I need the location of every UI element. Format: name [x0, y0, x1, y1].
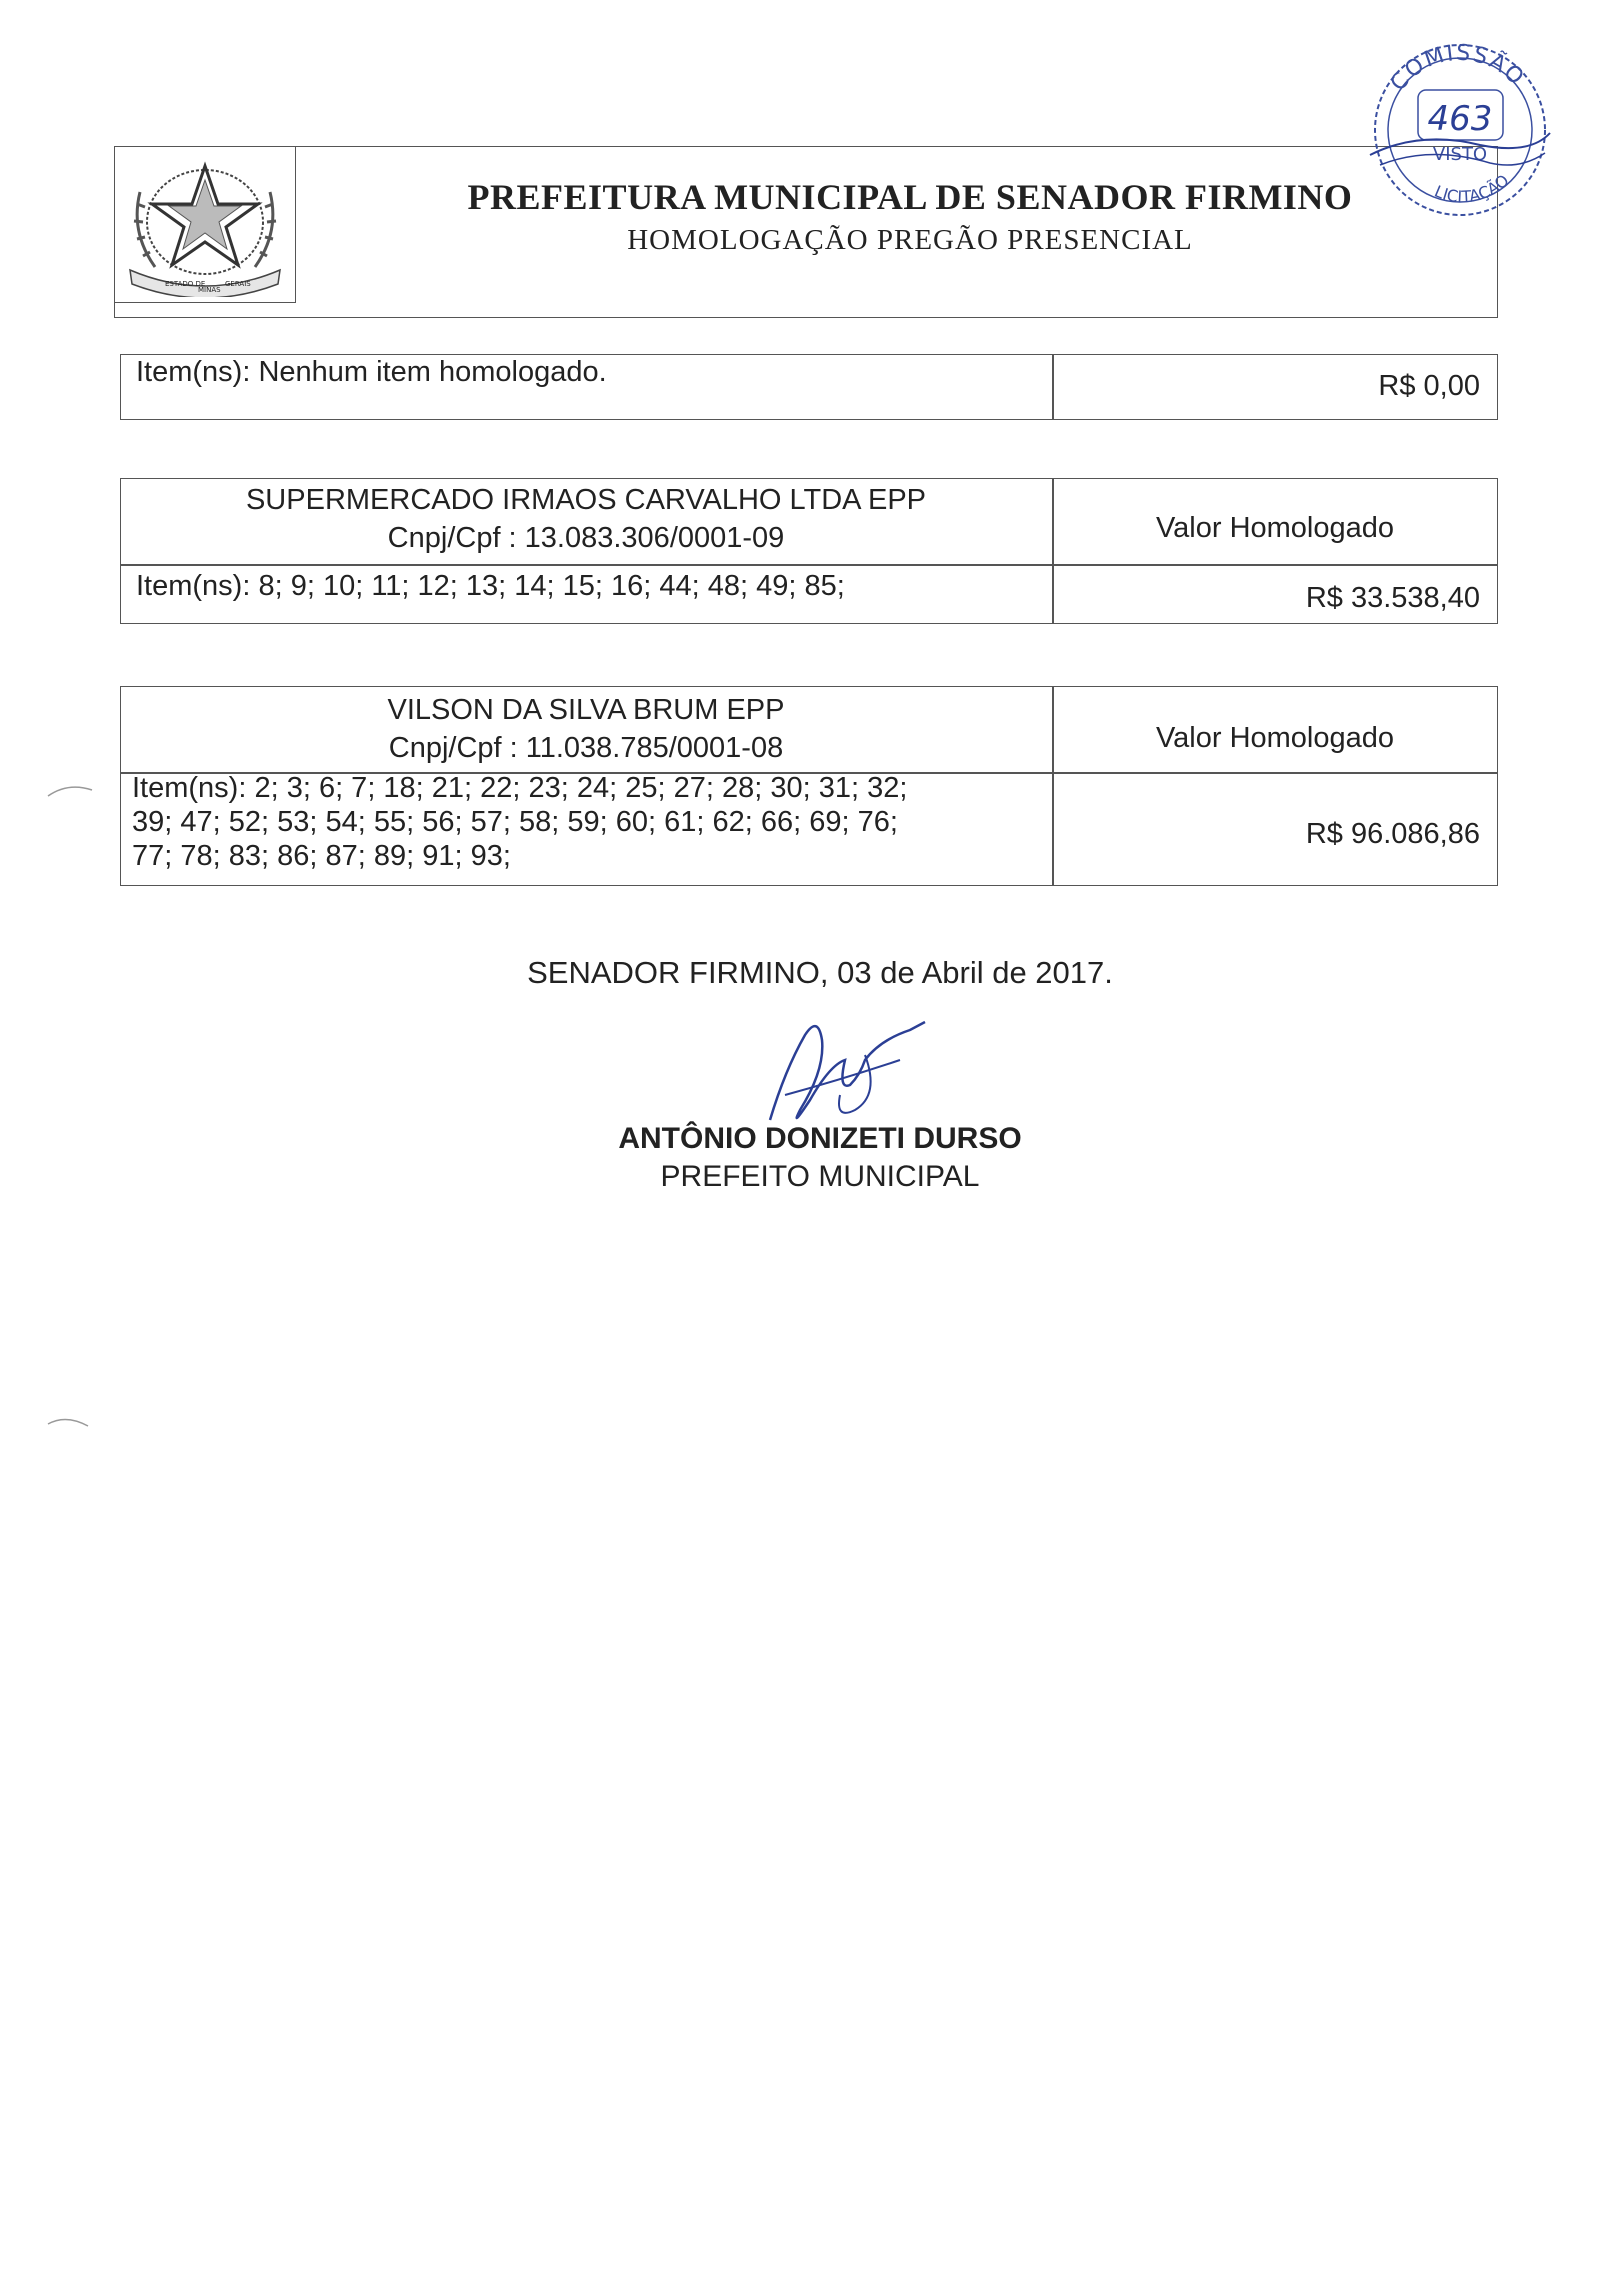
page-subtitle: HOMOLOGAÇÃO PREGÃO PRESENCIAL — [627, 224, 1193, 256]
signer-name: ANTÔNIO DONIZETI DURSO — [618, 1122, 1022, 1155]
summary-value: R$ 0,00 — [1378, 370, 1480, 402]
supplier-cnpj: Cnpj/Cpf : 11.038.785/0001-08 — [388, 732, 784, 764]
supplier-value: R$ 96.086,86 — [1305, 818, 1480, 850]
coat-of-arms-icon — [120, 152, 290, 297]
svg-text:VISTO: VISTO — [1432, 144, 1488, 165]
supplier-name: SUPERMERCADO IRMAOS CARVALHO LTDA EPP — [245, 484, 927, 516]
summary-divider — [1052, 354, 1054, 420]
summary-items: Item(ns): Nenhum item homologado. — [136, 356, 607, 388]
commission-stamp — [1360, 35, 1560, 225]
supplier-items: Item(ns): 8; 9; 10; 11; 12; 13; 14; 15; 16; 44; 48; 49; 85; — [136, 570, 845, 602]
supplier-name: VILSON DA SILVA BRUM EPP — [387, 694, 785, 726]
svg-text:GERAIS: GERAIS — [225, 280, 251, 288]
supplier-col-divider — [1052, 478, 1054, 624]
supplier-cnpj: Cnpj/Cpf : 13.083.306/0001-09 — [387, 522, 785, 554]
page-title: PREFEITURA MUNICIPAL DE SENADOR FIRMINO — [467, 177, 1353, 217]
svg-text:LICITAÇÃO: LICITAÇÃO — [1431, 170, 1513, 207]
value-header: Valor Homologado — [1155, 512, 1395, 544]
stamp-number: 463 — [1427, 99, 1493, 139]
supplier-col-divider — [1052, 686, 1054, 886]
supplier-items-line: 39; 47; 52; 53; 54; 55; 56; 57; 58; 59; 60; 61; 62; 66; 69; 76; — [132, 806, 898, 838]
supplier-items-line: 77; 78; 83; 86; 87; 89; 91; 93; — [132, 840, 511, 872]
value-header: Valor Homologado — [1155, 722, 1395, 754]
supplier-row-divider — [120, 564, 1498, 566]
supplier-items-line: Item(ns): 2; 3; 6; 7; 18; 21; 22; 23; 24; 25; 27; 28; 30; 31; 32; — [132, 772, 908, 804]
svg-text:COMISSÃO: COMISSÃO — [1385, 40, 1530, 96]
svg-text:ESTADO DE: ESTADO DE — [165, 280, 206, 288]
scan-mark — [46, 780, 96, 800]
signer-role: PREFEITO MUNICIPAL — [660, 1160, 980, 1193]
svg-text:MINAS: MINAS — [198, 286, 221, 294]
place-date: SENADOR FIRMINO, 03 de Abril de 2017. — [527, 955, 1113, 990]
supplier-value: R$ 33.538,40 — [1305, 582, 1480, 614]
scan-mark — [46, 1410, 96, 1430]
